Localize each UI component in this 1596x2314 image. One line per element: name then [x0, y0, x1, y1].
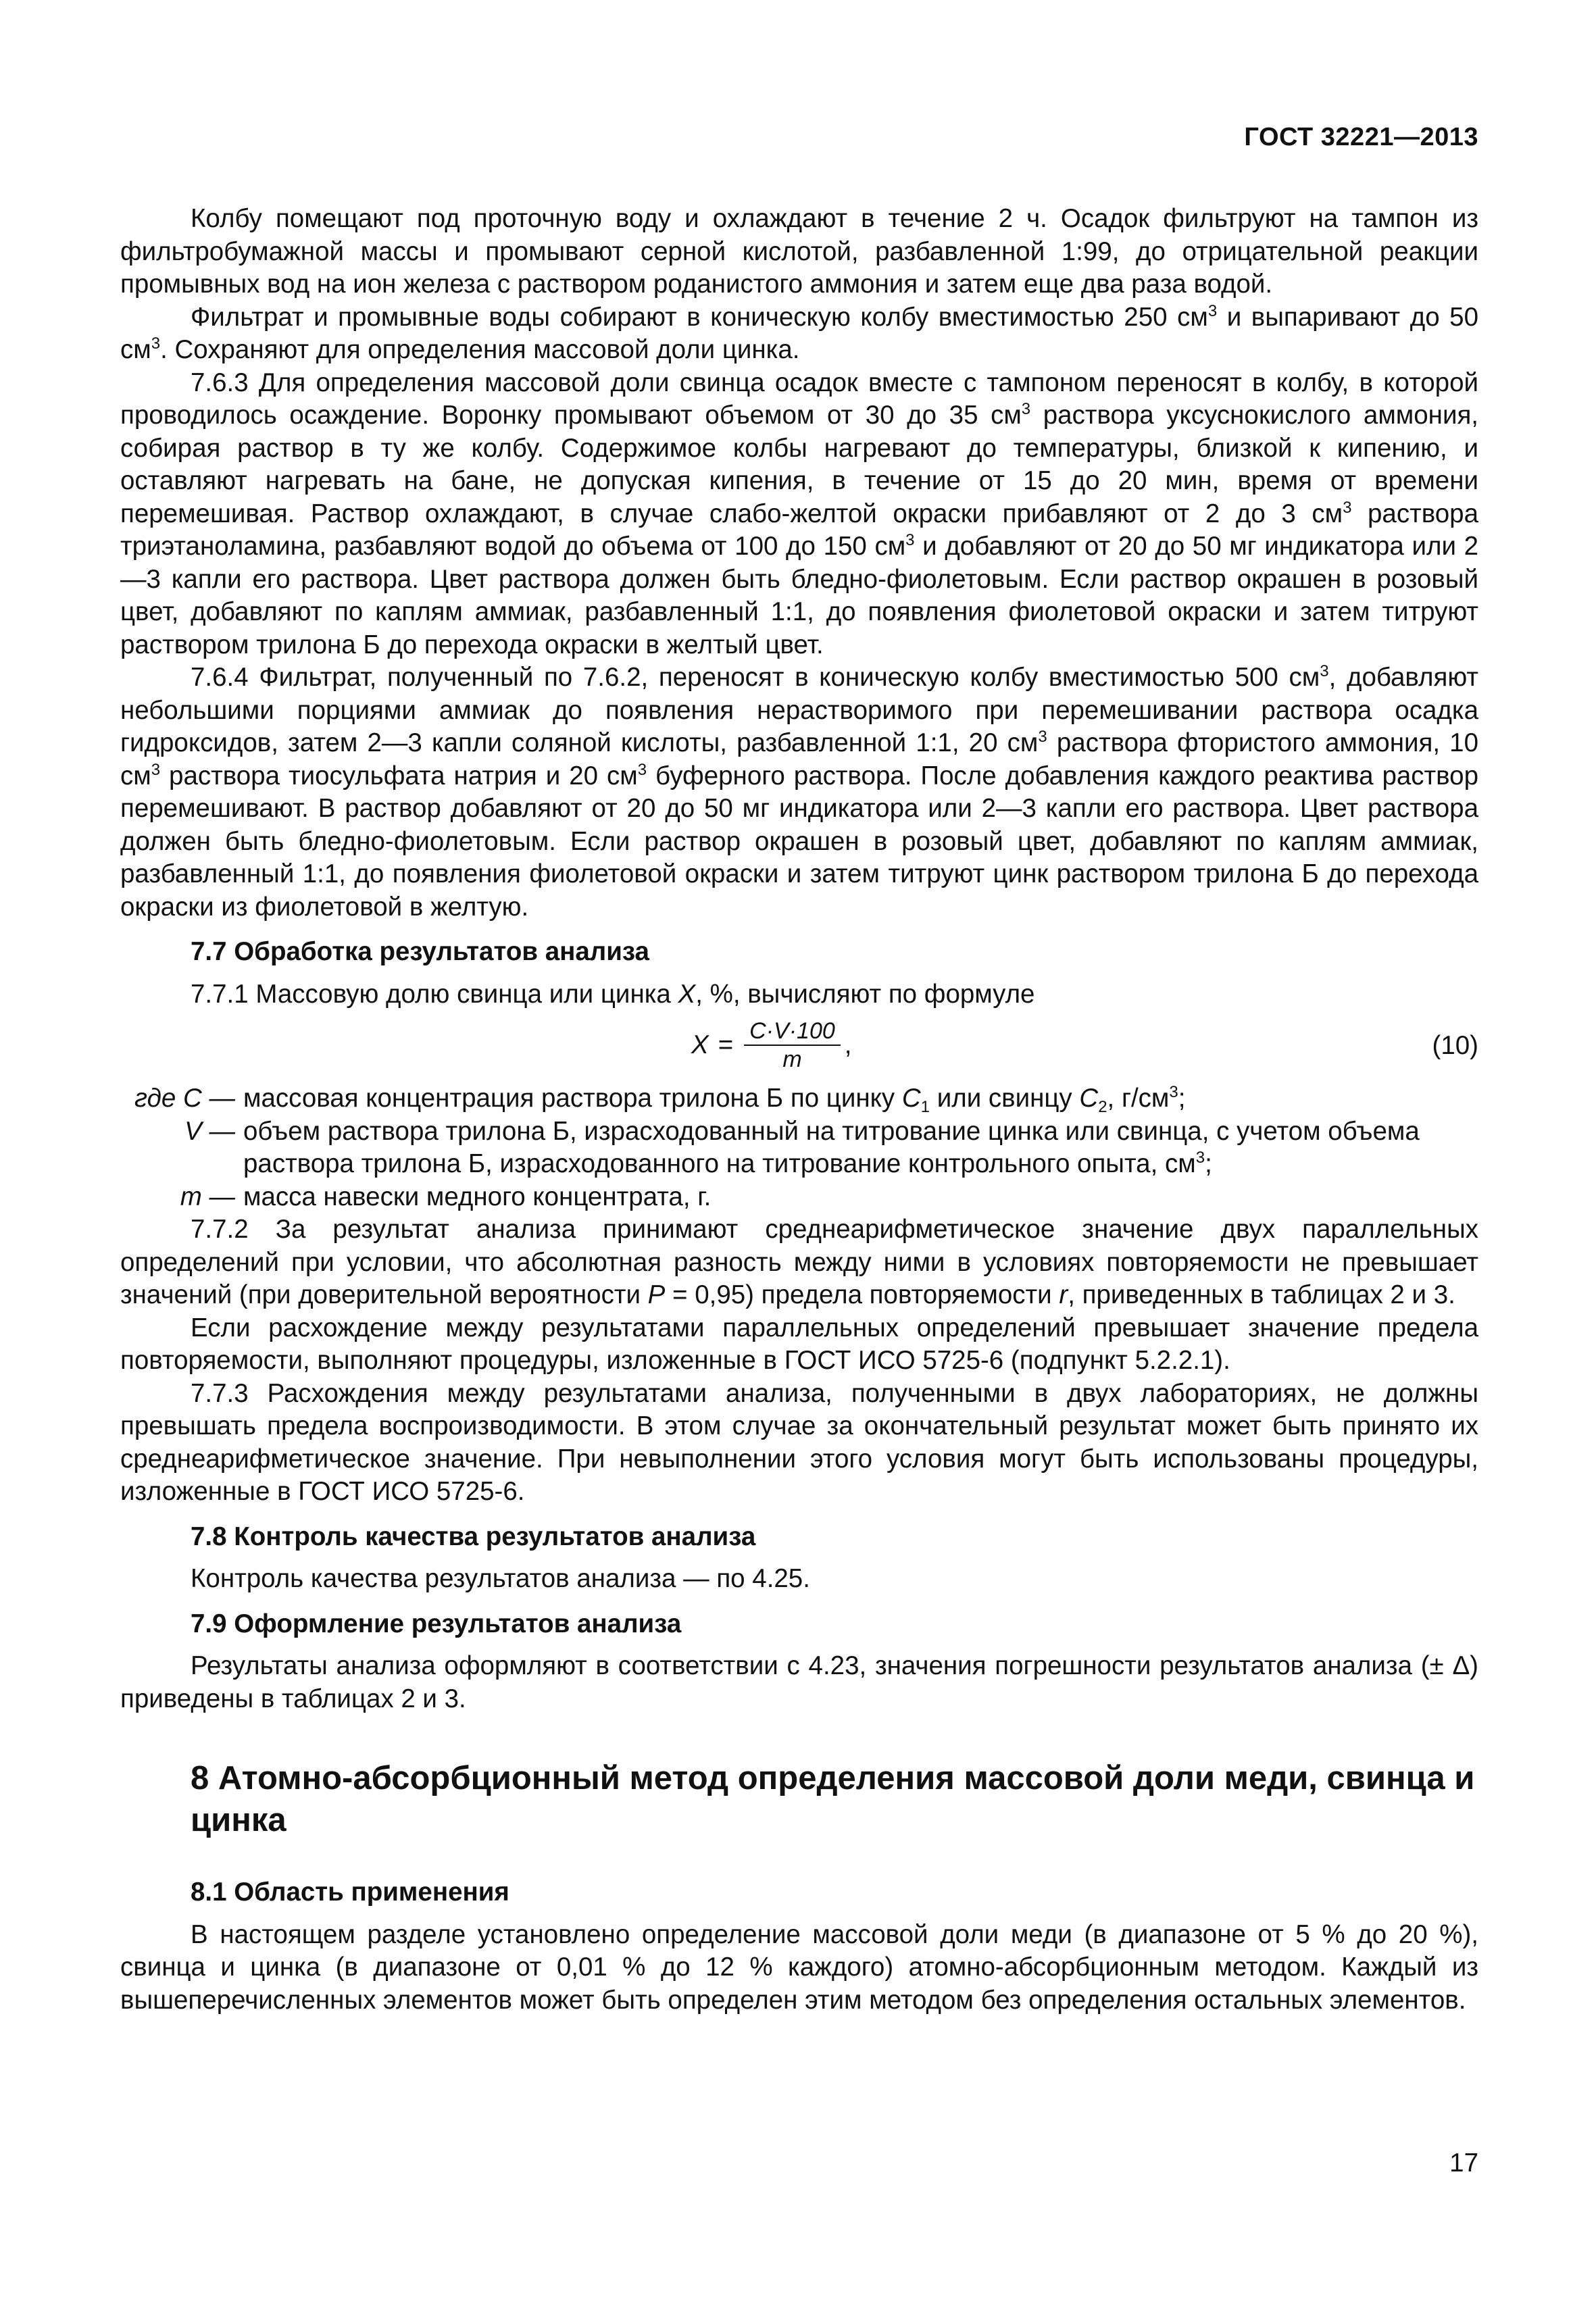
legend-row-v: V — объем раствора трилона Б, израсходованный на титрование цинка или свинца, с учетом объема раствора трилона Б, израсходованного на титрование контрольного опыта, $см^3$; [184, 1116, 1420, 1178]
paragraph-7-7-1: 7.7.1 Массовую долю свинца или цинка X, %, вычисляют по формуле [191, 979, 1035, 1009]
paragraph-7-6-3: 7.6.3 Для определения массовой доли свинца осадок вместе с тампоном переносят в колбу, в которой проводилось осаждение. Воронку промывают объемом от 30 до 35 $см^3$ раствора уксуснокислого аммония, собирая раствор в ту же колбу. Содержимое колбы нагревают до температуры, близкой к кипению, и оставляют нагревать на бане, не допуская кипения, в течение от 15 до 20 мин, время от времени перемешивая. Раствор охлаждают, в случае слабо-желтой окраски прибавляют от 2 до 3 $см^3$ раствора триэтаноламина, разбавляют водой до объема от 100 до 150 $см^3$ и добавляют от 20 до 50 мг индикатора или 2—3 капли его раствора. Цвет раствора должен быть бледно-фиолетовым. Если раствор окрашен в розовый цвет, добавляют по каплям аммиак, разбавленный 1:1, до появления фиолетовой окраски и затем титруют раствором трилона Б до перехода окраски в желтый цвет. [120, 368, 1478, 659]
formula-fraction [744, 1017, 841, 1073]
section-heading-8-1: 8.1 Область применения [191, 1878, 509, 1907]
section-heading-7-8: 7.8 Контроль качества результатов анализа [191, 1521, 756, 1551]
formula-10 [120, 1013, 1478, 1081]
document-code-header: ГОСТ 32221—2013 [1244, 123, 1478, 151]
paragraph-8-1: В настоящем разделе установлено определение массовой доли меди (в диапазоне от 5 % до 20 %), свинца и цинка (в диапазоне от 0,01 % до 12 % каждого) атомно-абсорбционным методом. Каждый из вышеперечисленных элементов может быть определен этим методом без определения остальных элементов. [120, 1919, 1478, 2015]
page-number: 17 [1449, 2148, 1478, 2178]
paragraph: Колбу помещают под проточную воду и охлаждают в течение 2 ч. Осадок фильтруют на тампон из фильтробумажной массы и промывают серной кислотой, разбавленной 1:99, до отрицательной реакции промывных вод на ион железа с раствором роданистого аммония и затем еще два раза водой. [120, 204, 1478, 299]
legend-row-c: где C — массовая концентрация раствора трилона Б по цинку $C_1$ или свинцу $C_2$, $г/см^3$; [134, 1083, 1186, 1116]
paragraph-7-7-3: 7.7.3 Расхождения между результатами анализа, полученными в двух лабораториях, не должны превышать предела воспроизводимости. В этом случае за окончательный результат может быть принято их среднеарифметическое значение. При невыполнении этого условия могут быть использованы процедуры, изложенные в ГОСТ ИСО 5725-6. [120, 1378, 1478, 1506]
paragraph: Если расхождение между результатами параллельных определений превышает значение предела повторяемости, выполняют процедуры, изложенные в ГОСТ ИСО 5725-6 (подпункт 5.2.2.1). [120, 1313, 1478, 1375]
formula-denominator: m [782, 1047, 802, 1072]
formula-number: (10) [1432, 1031, 1478, 1060]
paragraph: Фильтрат и промывные воды собирают в коническую колбу вместимостью 250 $см^3$ и выпаривают до 50 $см^3$. Сохраняют для определения массовой доли цинка. [120, 301, 1478, 364]
paragraph: Контроль качества результатов анализа — по 4.25. [191, 1564, 810, 1593]
document-body [120, 203, 1478, 2017]
section-heading-7-7: 7.7 Обработка результатов анализа [191, 937, 649, 966]
section-heading-8: 8 Атомно-абсорбционный метод определения массовой доли меди, свинца и цинка [191, 1760, 1475, 1838]
formula-numerator: C·V·100 [744, 1017, 841, 1046]
paragraph-7-6-4: 7.6.4 Фильтрат, полученный по 7.6.2, переносят в коническую колбу вместимостью 500 $см^3$, добавляют небольшими порциями аммиак до появления нерастворимого при перемешивании раствора осадка гидроксидов, затем 2—3 капли соляной кислоты, разбавленной 1:1, 20 $см^3$ раствора фтористого аммония, 10 $см^3$ раствора тиосульфата натрия и 20 $см^3$ буферного раствора. После добавления каждого реактива раствор перемешивают. В раствор добавляют от 20 до 50 мг индикатора или 2—3 капли его раствора. Цвет раствора должен быть бледно-фиолетовым. Если раствор окрашен в розовый цвет, добавляют по каплям аммиак, разбавленный 1:1, до появления фиолетовой окраски и затем титруют цинк раствором трилона Б до перехода окраски из фиолетовой в желтую. [120, 662, 1478, 922]
formula-legend [120, 1082, 1478, 1213]
section-heading-7-9: 7.9 Оформление результатов анализа [191, 1609, 682, 1638]
formula-expression: X = $\frac{C\cdot V\cdot 100}{m}$ , [691, 1018, 852, 1072]
paragraph: Результаты анализа оформляют в соответствии с 4.23, значения погрешности результатов анализа (± Δ) приведены в таблицах 2 и 3. [120, 1651, 1478, 1713]
paragraph-7-7-2: 7.7.2 За результат анализа принимают среднеарифметическое значение двух параллельных определений при условии, что абсолютная разность между ними в условиях повторяемости не превышает значений (при доверительной вероятности P = 0,95) предела повторяемости r, приведенных в таблицах 2 и 3. [120, 1215, 1478, 1309]
legend-row-m: m — масса навески медного концентрата, г. [180, 1182, 712, 1211]
